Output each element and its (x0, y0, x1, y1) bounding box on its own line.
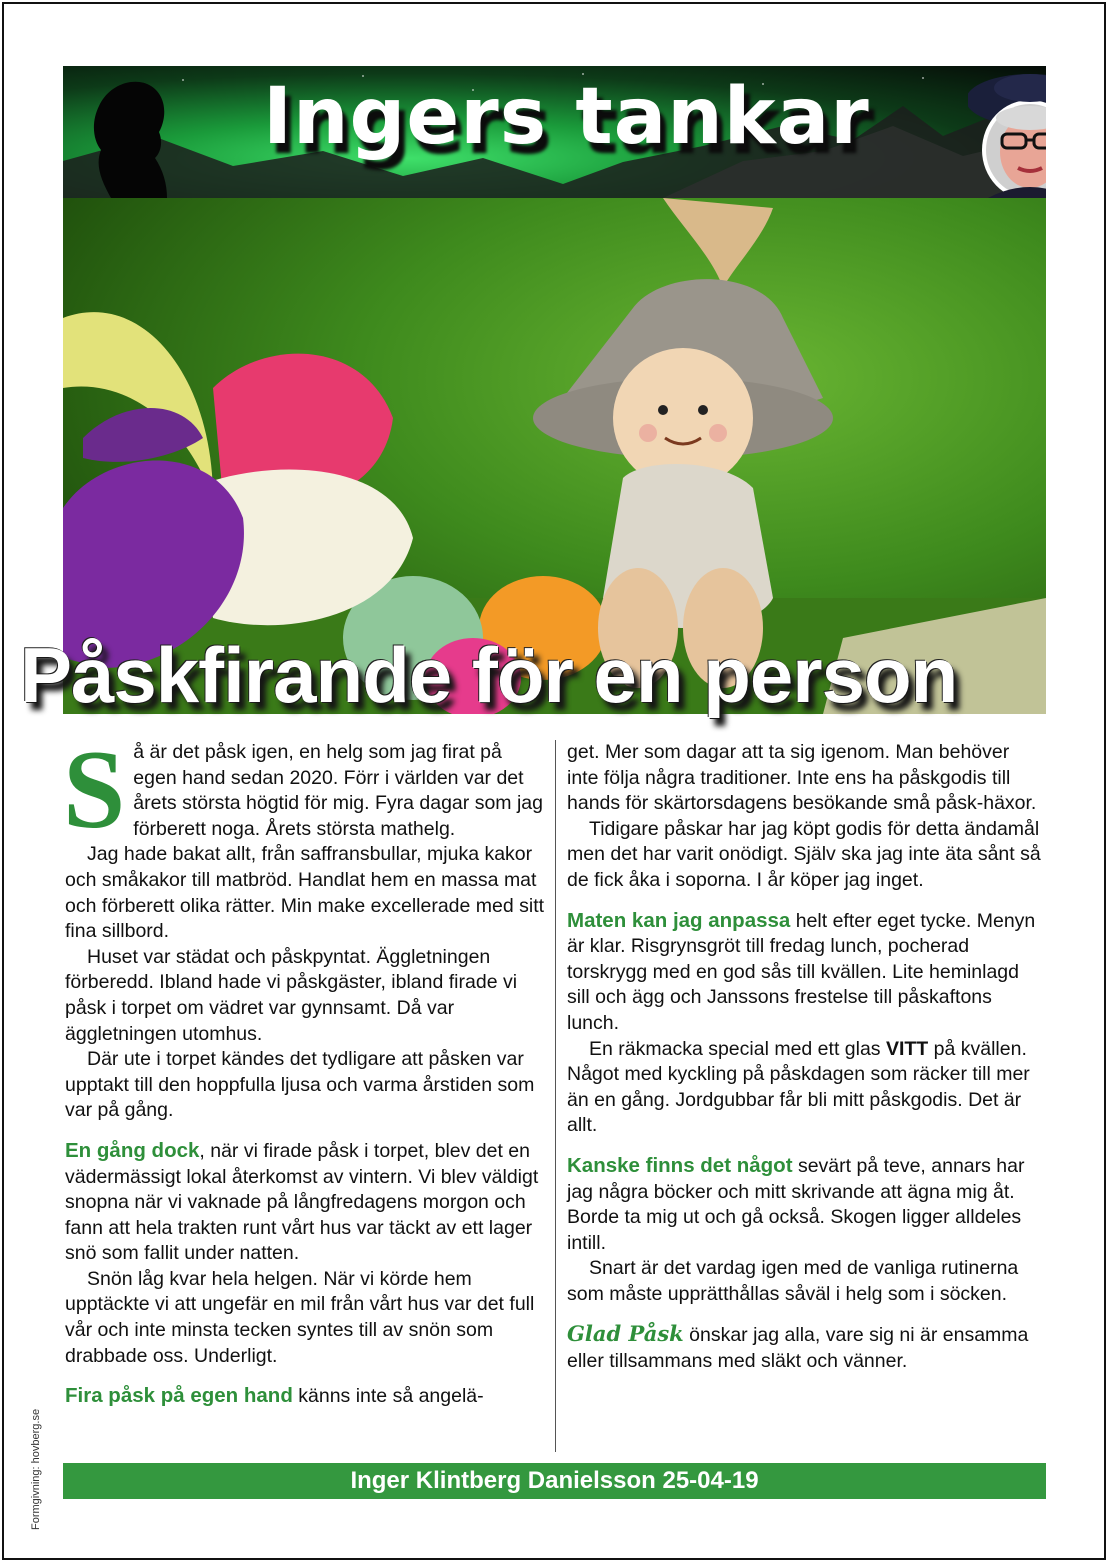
paragraph-section (567, 908, 1043, 1037)
paragraph-text: helt efter eget tycke. Menyn är klar. Risgrynsgröt till fredag lunch, pocherad torskrygg med en god sås till kvällen. Lite heminlagd sill och ägg och Janssons frestelse till påskaftons lunch. (567, 909, 1036, 1034)
article-column-left (63, 728, 545, 1410)
section-lead: Kanske finns det något (567, 1153, 793, 1177)
paragraph-text: , när vi firade påsk i torpet, blev det en vädermässigt lokal återkomst av vintern. Vi blev väldigt snopna när vi vaknade på långfredagens morgon och fann att hela trakten runt vårt hus var täckt av ett lager snö som fallit under natten. (65, 1139, 539, 1265)
column-divider (555, 740, 556, 1452)
paragraph-text: å är det påsk igen, en helg som jag firat på egen hand sedan 2020. Förr i världen var det årets största högtid för mig. Fyra dagar som jag förberett noga. Årets största mathelg. (133, 741, 543, 840)
paragraph-text: känns inte så angelä- (292, 1385, 484, 1408)
paragraph-text: på kvällen. Något med kyckling på påskdagen som räcker till mer än en gång. Jordgubbar får bli mitt påskgodis. Det är allt. (567, 1037, 1030, 1137)
section-lead-script: Glad Påsk (567, 1321, 684, 1347)
section-lead: En gång dock (65, 1138, 200, 1162)
paragraph-section (65, 1138, 545, 1267)
paragraph (567, 1037, 1043, 1139)
paragraph-section (567, 1153, 1043, 1256)
paragraph: Tidigare påskar har jag köpt godis för detta ändamål men det har varit onödigt. Själv ska jag inte äta sånt så de fick åka i soporna. I år köper jag inget. (567, 817, 1041, 891)
paragraph: Jag hade bakat allt, från saffransbullar, mjuka kakor och småkakor till matbröd. Handlat hem en massa mat och förberett olika rätter. Min make excellerade med sitt fina sillbord. (65, 843, 545, 943)
header-banner (63, 66, 1046, 198)
section-lead: Maten kan jag anpassa (567, 908, 791, 932)
paragraph: Snart är det vardag igen med de vanliga rutinerna som måste upprätthållas såväl i helg som i söcken. (567, 1257, 1019, 1305)
paragraph: Huset var städat och påskpyntat. Äggletningen förberedd. Ibland hade vi påskgäster, ibland firade vi påsk i torpet om vädret var gynnsamt. Då var äggletningen utomhus. (65, 945, 518, 1045)
paragraph-text: En räkmacka special med ett glas (589, 1037, 886, 1060)
design-credit: Formgivning: hovberg.se (30, 1408, 42, 1530)
paragraph: Snön låg kvar hela helgen. När vi körde hem upptäckte vi att ungefär en mil från vårt hus var det full vår och inte minsta tecken syntes till av snön som drabbade oss. Underligt. (65, 1267, 535, 1367)
drop-cap: S (63, 728, 126, 852)
paragraph-text: sevärt på teve, annars har jag några böcker och mitt skrivande att ägna mig åt. Borde ta mig ut och gå också. Skogen ligger alldeles intill. (567, 1154, 1025, 1254)
woman-silhouette-icon (71, 70, 181, 198)
author-portrait (968, 66, 1046, 198)
paragraph-text: önskar jag alla, vare sig ni är ensamma eller tillsammans med släkt och vänner. (567, 1324, 1029, 1373)
paragraph: get. Mer som dagar att ta sig igenom. Man behöver inte följa några traditioner. Inte ens ha påskgodis till hands för skärtorsdagens besökande små påsk-häxor. (567, 741, 1037, 815)
paragraph: Där ute i torpet kändes det tydligare att påsken var upptakt till den hoppfulla ljusa och varma årstiden som var på gång. (65, 1048, 535, 1122)
banner-title: Ingers tankar (263, 72, 870, 162)
byline-bar: Inger Klintberg Danielsson 25-04-19 (63, 1463, 1046, 1499)
paragraph-section (65, 1383, 545, 1410)
paragraph-intro (63, 728, 545, 852)
section-lead: Fira påsk på egen hand (65, 1384, 293, 1408)
bold-word: VITT (885, 1037, 929, 1060)
article-column-right (567, 740, 1043, 1375)
paragraph-section (567, 1321, 1043, 1374)
article-headline: Påskfirande för en person (20, 631, 958, 719)
